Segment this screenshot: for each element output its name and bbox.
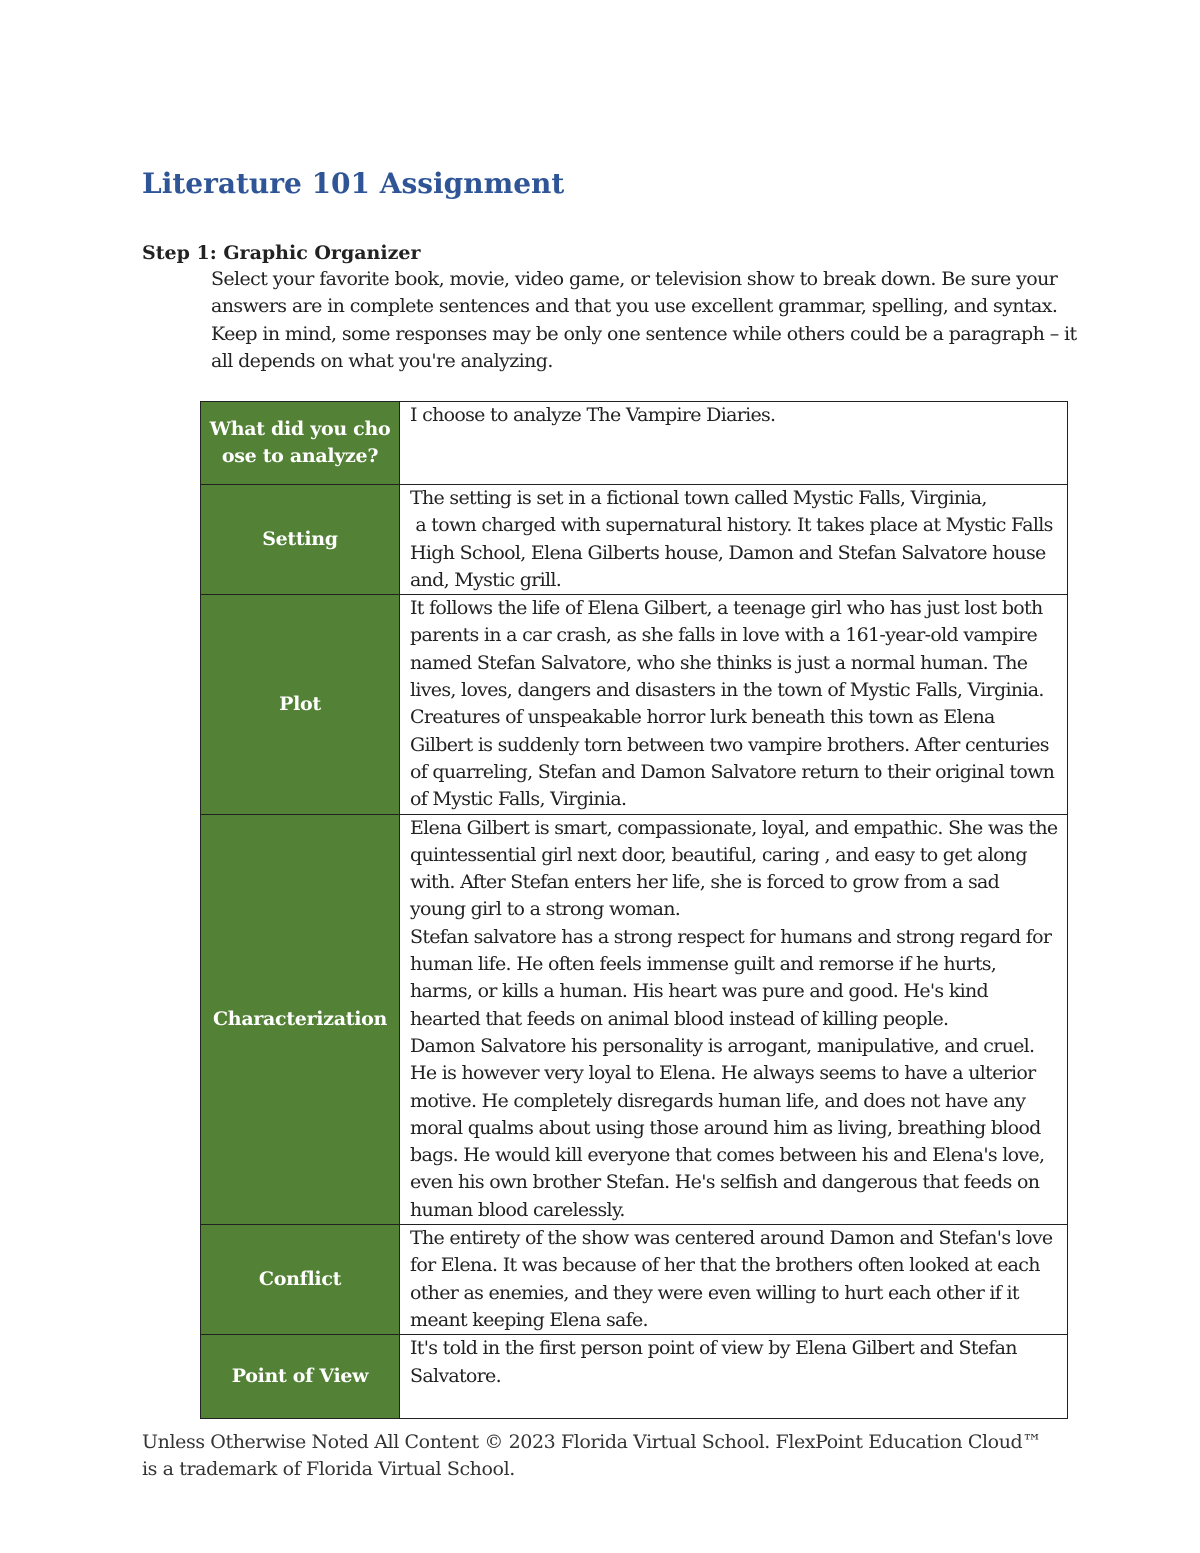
row-answer: It follows the life of Elena Gilbert, a teenage girl who has just lost both parents in a car crash, as she falls in love with a 161-year-old vampire named Stefan Salvatore, who she thinks is just a normal human. The lives, loves, dangers and disasters in the town of Mystic Falls, Virginia. Creatures of unspeakable horror lurk beneath this town as Elena Gilbert is suddenly torn between two vampire brothers. After centuries of quarreling, Stefan and Damon Salvatore return to their original town of Mystic Falls, Virginia. <box>400 595 1068 814</box>
row-answer: I choose to analyze The Vampire Diaries. <box>400 402 1068 485</box>
row-label: Plot <box>201 595 400 814</box>
copyright-footer: Unless Otherwise Noted All Content © 2023 Florida Virtual School. FlexPoint Education Cloud™ is a trademark of Florida Virtual School. <box>142 1431 1041 1481</box>
row-answer: The setting is set in a fictional town called Mystic Falls, Virginia, a town charged with supernatural history. It takes place at Mystic Falls High School, Elena Gilberts house, Damon and Stefan Salvatore house and, Mystic grill. <box>400 485 1068 595</box>
table-row-analyze <box>201 402 1068 485</box>
row-label: Conflict <box>201 1225 400 1335</box>
row-label: Point of View <box>201 1335 400 1419</box>
row-answer: The entirety of the show was centered around Damon and Stefan's love for Elena. It was because of her that the brothers often looked at each other as enemies, and they were even willing to hurt each other if it meant keeping Elena safe. <box>400 1225 1068 1335</box>
row-label: Characterization <box>201 814 400 1224</box>
row-answer: Elena Gilbert is smart, compassionate, loyal, and empathic. She was the quintessential girl next door, beautiful, caring , and easy to get along with. After Stefan enters her life, she is forced to grow from a sad young girl to a strong woman. Stefan salvatore has a strong respect for humans and strong regard for human life. He often feels immense guilt and remorse if he hurts, harms, or kills a human. His heart was pure and good. He's kind hearted that feeds on animal blood instead of killing people. Damon Salvatore his personality is arrogant, manipulative, and cruel. He is however very loyal to Elena. He always seems to have a ulterior motive. He completely disregards human life, and does not have any moral qualms about using those around him as living, breathing blood bags. He would kill everyone that comes between his and Elena's love, even his own brother Stefan. He's selfish and dangerous that feeds on human blood carelessly. <box>400 814 1068 1224</box>
table-row-characterization <box>201 814 1068 1224</box>
graphic-organizer-table <box>200 401 1068 1419</box>
table-row-point-of-view <box>201 1335 1068 1419</box>
instructions-paragraph: Select your favorite book, movie, video game, or television show to break down. Be sure your answers are in complete sentences and that you use excellent grammar, spelling, and syntax. Keep in mind, some responses may be only one sentence while others could be a paragraph – it all depends on what you're analyzing. <box>211 268 1077 372</box>
row-answer: It's told in the first person point of view by Elena Gilbert and Stefan Salvatore. <box>400 1335 1068 1419</box>
table-row-conflict <box>201 1225 1068 1335</box>
document-title: Literature 101 Assignment <box>142 167 565 200</box>
table-row-plot <box>201 595 1068 814</box>
step-heading: Step 1: Graphic Organizer <box>142 242 421 264</box>
row-label: What did you choose to analyze? <box>201 402 400 485</box>
row-label: Setting <box>201 485 400 595</box>
table-row-setting <box>201 485 1068 595</box>
